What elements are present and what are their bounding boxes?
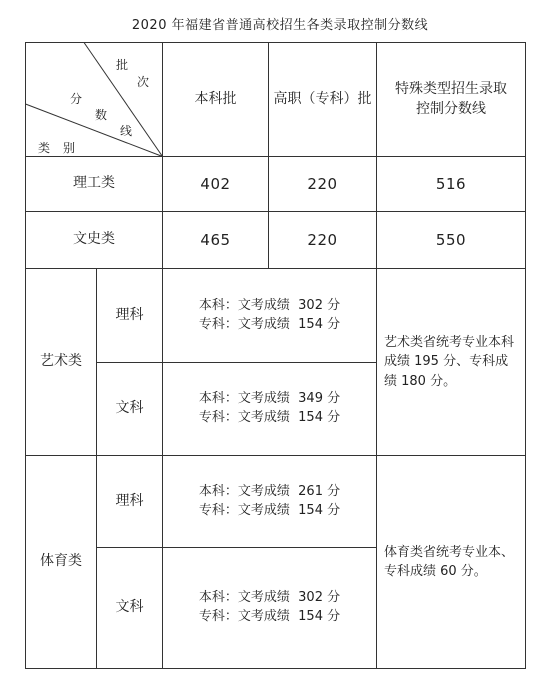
science-special-score: 516 [435,174,467,193]
arts-sub-science: 理科 [115,306,144,323]
arts-note: 艺术类省统考专业本科成绩 195 分、专科成绩 180 分。 [384,334,515,389]
sports-science-undergrad-line: 本科：文考成绩 261 分 [198,483,341,499]
sports-science-scores [163,456,376,547]
sports-science-vocational-line: 专科：文考成绩 154 分 [198,502,341,518]
corner-label-pi: 批 [116,58,129,72]
sports-humanities-scores [163,548,376,668]
arts-humanities-scores [163,363,376,455]
corner-label-fen: 分 [70,92,83,106]
column-header-special: 特殊类型招生录取控制分数线 [395,80,507,117]
corner-label-ci: 次 [137,75,150,89]
row-label-sports: 体育类 [40,553,82,570]
row-label-humanities: 文史类 [73,231,115,248]
sports-humanities-vocational-line: 专科：文考成绩 154 分 [198,609,341,624]
arts-science-scores [163,269,376,362]
science-vocational-score: 220 [307,174,338,193]
corner-label-xian: 线 [120,124,133,138]
sports-sub-science: 理科 [115,492,144,509]
corner-label-shu: 数 [95,108,108,122]
page-title: 2020 年福建省普通高校招生各类录取控制分数线 [131,18,429,33]
humanities-undergrad-score: 465 [200,230,231,249]
row-label-science: 理工类 [73,175,115,192]
column-header-vocational: 高职（专科）批 [273,90,372,107]
column-header-undergrad: 本科批 [194,90,237,107]
arts-humanities-vocational-line: 专科：文考成绩 154 分 [198,410,341,425]
corner-label-bie: 别 [63,141,76,155]
humanities-special-score: 550 [435,230,467,249]
arts-science-undergrad-line: 本科：文考成绩 302 分 [198,297,341,313]
sports-note: 体育类省统考专业本、专科成绩 60 分。 [384,544,515,579]
sports-sub-humanities: 文科 [115,599,144,616]
science-undergrad-score: 402 [200,174,231,193]
corner-label-lei: 类 [38,141,51,155]
arts-sub-humanities: 文科 [115,400,144,417]
arts-humanities-undergrad-line: 本科：文考成绩 349 分 [198,391,341,407]
sports-humanities-undergrad-line: 本科：文考成绩 302 分 [198,590,341,606]
row-label-arts: 艺术类 [40,353,82,370]
arts-science-vocational-line: 专科：文考成绩 154 分 [198,316,341,332]
humanities-vocational-score: 220 [307,230,338,249]
